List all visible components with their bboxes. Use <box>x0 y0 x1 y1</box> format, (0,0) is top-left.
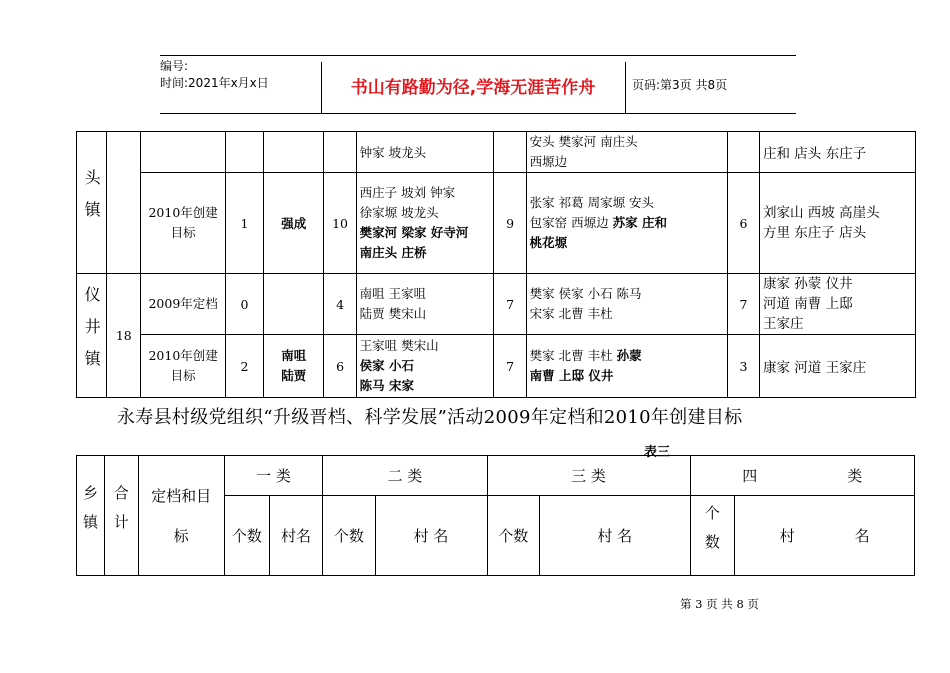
table-row <box>77 274 916 335</box>
col-count: 个数 <box>702 504 721 563</box>
motto: 书山有路勤为径,学海无涯苦作舟 <box>350 78 596 98</box>
cat2-header: 二 类 <box>323 456 487 496</box>
count-cell: 6 <box>727 173 759 274</box>
archive-table-header <box>76 455 915 576</box>
cat3-header: 三 类 <box>487 456 690 496</box>
target-cell: 2010年创建目标 <box>141 173 226 274</box>
table-row <box>77 173 916 274</box>
col-village: 村 名 <box>735 496 915 576</box>
header-bottom-rule <box>160 113 796 114</box>
villages-cat4: 庄和 店头 东庄子 <box>760 132 916 173</box>
village-cell: 西庄子 坡刘 钟家 徐家塬 坡龙头 樊家河 梁家 好寺河 南庄头 庄桥 <box>356 173 494 274</box>
table-row <box>77 456 915 496</box>
count-cell: 7 <box>494 274 526 335</box>
header-divider <box>625 62 626 114</box>
town-label: 头镇 <box>82 169 102 233</box>
count-cell: 3 <box>727 335 759 398</box>
village-cell: 张家 祁葛 周家塬 安头 包家窑 西塬边 苏家 庄和 桃花塬 <box>526 173 727 274</box>
table-row <box>77 132 916 173</box>
col-count: 个数 <box>224 496 269 576</box>
col-village: 村名 <box>269 496 322 576</box>
count-cell: 0 <box>225 274 263 335</box>
villages-cat2: 钟家 坡龙头 <box>356 132 494 173</box>
section-title: 永寿县村级党组织“升级晋档、科学发展”活动2009年定档和2010年创建目标 <box>117 407 743 428</box>
village-cell <box>264 274 324 335</box>
count-cell: 10 <box>324 173 356 274</box>
col-count: 个数 <box>323 496 375 576</box>
col-village: 村 名 <box>539 496 690 576</box>
code-label: 编号: <box>160 59 189 73</box>
count-cell: 7 <box>494 335 526 398</box>
village-cell: 王家咀 樊宋山 侯家 小石 陈马 宋家 <box>356 335 494 398</box>
col-total: 合计 <box>111 484 130 543</box>
count-cell: 2 <box>225 335 263 398</box>
village-cell: 南咀 王家咀 陆贾 樊宋山 <box>356 274 494 335</box>
time-label: 时间:2021年x月x日 <box>160 76 269 90</box>
village-cell: 康家 河道 王家庄 <box>760 335 916 398</box>
page-label: 页码:第3页 共8页 <box>632 78 728 92</box>
count-cell: 4 <box>324 274 356 335</box>
town-label: 仪井镇 <box>82 286 102 382</box>
village-cell: 樊家 侯家 小石 陈马 宋家 北曹 丰杜 <box>526 274 727 335</box>
archive-table-continued <box>76 131 916 398</box>
village-cell: 南咀 陆贾 <box>264 335 324 398</box>
table-row <box>77 335 916 398</box>
page-header <box>160 55 796 115</box>
villages-cat3: 安头 樊家河 南庄头 西塬边 <box>526 132 727 173</box>
table-label: 表三 <box>644 445 671 460</box>
header-top-rule <box>160 55 796 56</box>
count-cell: 6 <box>324 335 356 398</box>
town-total: 18 <box>107 274 141 398</box>
col-count: 个数 <box>487 496 539 576</box>
village-cell: 强成 <box>264 173 324 274</box>
village-cell: 樊家 北曹 丰杜 孙蒙 南曹 上邸 仪井 <box>526 335 727 398</box>
page-footer: 第 3 页 共 8 页 <box>680 597 759 611</box>
cat4-header: 四 类 <box>690 456 914 496</box>
count-cell: 7 <box>727 274 759 335</box>
count-cell: 1 <box>225 173 263 274</box>
count-cell: 9 <box>494 173 526 274</box>
col-target: 定档和目标 <box>138 456 224 576</box>
cat1-header: 一 类 <box>224 456 322 496</box>
village-cell: 刘家山 西坡 高崖头 方里 东庄子 店头 <box>760 173 916 274</box>
col-town: 乡镇 <box>81 484 99 543</box>
col-village: 村 名 <box>375 496 487 576</box>
target-cell: 2010年创建目标 <box>141 335 226 398</box>
village-cell: 康家 孙蒙 仪井 河道 南曹 上邸 王家庄 <box>760 274 916 335</box>
target-cell: 2009年定档 <box>141 274 226 335</box>
